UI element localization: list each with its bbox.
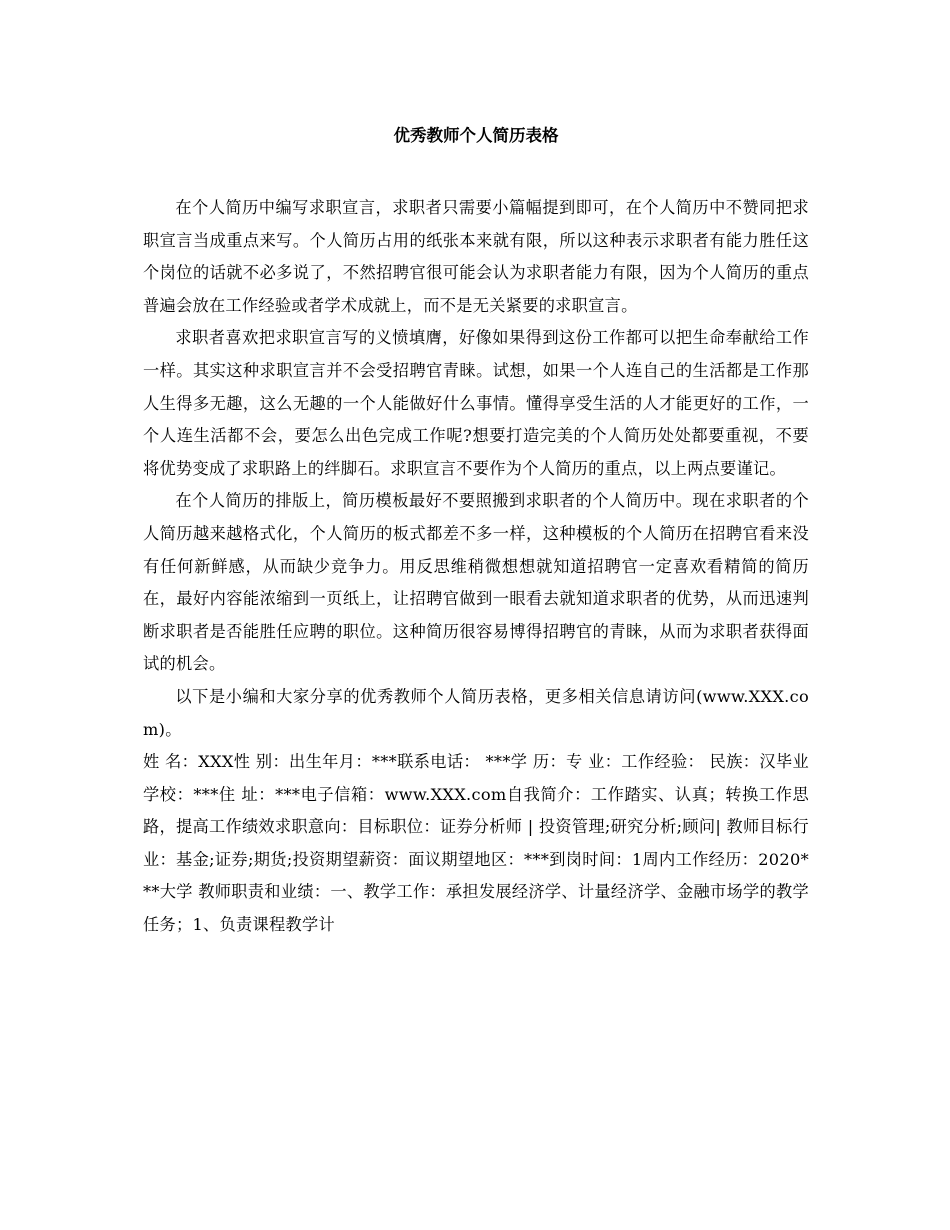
paragraph-layout-advice: 在个人简历的排版上，简历模板最好不要照搬到求职者的个人简历中。现在求职者的个人简历越来越格式化，个人简历的板式都差不多一样，这种模板的个人简历在招聘官看来没有任何新鲜感，从而缺少竞争力。用反思维稍微想想就知道招聘官一定喜欢看精简的简历在，最好内容能浓缩到一页纸上，让招聘官做到一眼看去就知道求职者的优势，从而迅速判断求职者是否能胜任应聘的职位。这种简历很容易博得招聘官的青睐，从而为求职者获得面试的机会。: [143, 491, 809, 674]
paragraph-resume-declaration: 在个人简历中编写求职宣言，求职者只需要小篇幅提到即可，在个人简历中不赞同把求职宣言当成重点来写。个人简历占用的纸张本来就有限，所以这种表示求职者有能力胜任这个岗位的话就不必多说了，不然招聘官很可能会认为求职者能力有限，因为个人简历的重点普遍会放在工作经验或者学术成就上，而不是无关紧要的求职宣言。: [143, 198, 809, 315]
document-body: [143, 192, 809, 942]
paragraph-declaration-tone: 求职者喜欢把求职宣言写的义愤填膺，好像如果得到这份工作都可以把生命奉献给工作一样。其实这种求职宣言并不会受招聘官青睐。试想，如果一个人连自己的生活都是工作那人生得多无趣，这么无趣的一个人能做好什么事情。懂得享受生活的人才能更好的工作，一个人连生活都不会，要怎么出色完成工作呢?想要打造完美的个人简历处处都要重视，不要将优势变成了求职路上的绊脚石。求职宣言不要作为个人简历的重点，以上两点要谨记。: [143, 328, 809, 478]
document-title: 优秀教师个人简历表格: [393, 126, 559, 145]
paragraph-resume-details: 姓 名：XXX性 别：出生年月：***联系电话： ***学 历：专 业：工作经验： 民族：汉毕业学校：***住 址：***电子信箱：www.XXX.com自我简介：工作踏实、认真；转换工作思路，提高工作绩效求职意向：目标职位：证券分析师 | 投资管理;研究分析;顾问| 教师目标行业：基金;证券;期货;投资期望薪资：面议期望地区：***到岗时间：1周内工作经历：2020***大学 教师职责和业绩：一、教学工作：承担发展经济学、计量经济学、金融市场学的教学任务；1、负责课程教学计: [143, 752, 809, 935]
paragraph-share-intro: 以下是小编和大家分享的优秀教师个人简历表格，更多相关信息请访问(www.XXX.com)。: [143, 686, 809, 739]
